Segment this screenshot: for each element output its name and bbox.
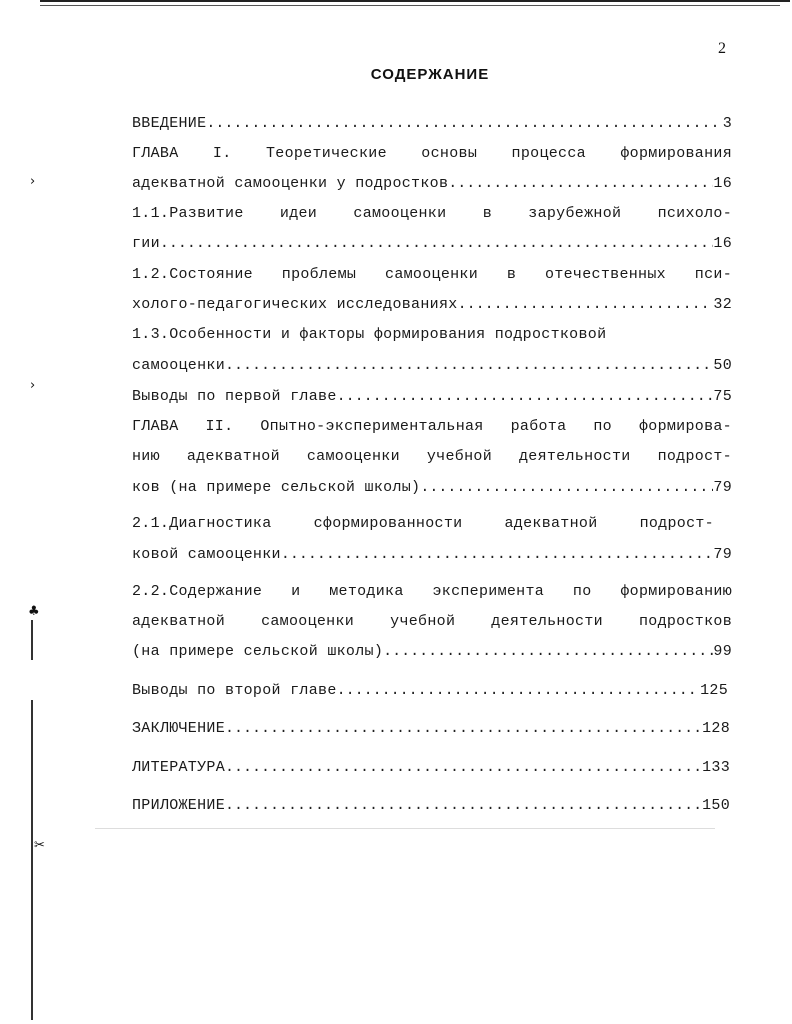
toc-entry-page: 79 xyxy=(713,546,732,563)
toc-entry-page: 16 xyxy=(713,235,732,252)
toc-leader-dots xyxy=(337,387,714,407)
top-border-line xyxy=(40,0,790,2)
toc-chapter1-line2 xyxy=(132,174,732,194)
toc-leader-dots xyxy=(448,174,713,194)
toc-leader-dots xyxy=(225,796,702,816)
toc-entry-label: самооценки xyxy=(132,357,226,374)
toc-chapter1-line1: ГЛАВА I. Теоретические основы процесса формирования xyxy=(132,145,732,162)
toc-leader-dots xyxy=(420,478,713,498)
toc-entry-page: 99 xyxy=(713,643,732,660)
toc-entry-label: ковой самооценки xyxy=(132,546,281,563)
toc-entry-page: 128 xyxy=(702,720,730,737)
toc-leader-dots xyxy=(225,356,713,376)
toc-leader-dots xyxy=(383,642,713,662)
page-number: 2 xyxy=(718,40,726,57)
binding-hole-mark: › xyxy=(30,378,36,393)
toc-entry-page: 79 xyxy=(713,479,732,496)
toc-entry-label: адекватной самооценки у подростков xyxy=(132,175,449,192)
toc-entry-page: 16 xyxy=(713,175,732,192)
binding-clip-mark: ✂ xyxy=(34,838,45,853)
toc-section-1-2-line1: 1.2.Состояние проблемы самооценки в отечественных пси- xyxy=(132,266,732,283)
toc-entry-label: гии xyxy=(132,235,160,252)
top-border-line-secondary xyxy=(40,5,780,6)
toc-section-2-2-line2: адекватной самооценки учебной деятельности подростков xyxy=(132,613,732,630)
toc-entry-page: 133 xyxy=(702,759,730,776)
toc-section-2-1-line1: 2.1.Диагностика сформированности адекватной подрост- xyxy=(132,515,714,532)
toc-leader-dots xyxy=(458,295,714,315)
toc-leader-dots xyxy=(337,681,700,701)
binding-hole-mark: › xyxy=(30,174,36,189)
binding-clip-mark: ♣ xyxy=(28,604,40,619)
toc-entry-page: 150 xyxy=(702,797,730,814)
page-title: СОДЕРЖАНИЕ xyxy=(370,66,490,83)
toc-section-1-3-line1: 1.3.Особенности и факторы формирования подростковой xyxy=(132,326,607,343)
toc-entry-page: 32 xyxy=(713,296,732,313)
toc-entry-label: ВВЕДЕНИЕ xyxy=(132,115,207,132)
toc-section-1-1-line2 xyxy=(132,234,732,254)
toc-leader-dots xyxy=(281,545,714,565)
toc-section-2-2-line3 xyxy=(132,642,732,662)
toc-entry-label: (на примере сельской школы) xyxy=(132,643,384,660)
toc-entry-page: 75 xyxy=(713,388,732,405)
toc-entry-page: 3 xyxy=(722,115,732,132)
toc-leader-dots xyxy=(206,114,722,134)
margin-scan-line xyxy=(31,620,33,660)
toc-entry-label: ПРИЛОЖЕНИЕ xyxy=(132,797,226,814)
toc-chapter2-line2: нию адекватной самооценки учебной деятельности подрост- xyxy=(132,448,732,465)
toc-entry-label: Выводы по первой главе xyxy=(132,388,337,405)
toc-entry-conclusions-ch1 xyxy=(132,387,732,407)
toc-chapter2-line1: ГЛАВА II. Опытно-экспериментальная работа по формирова- xyxy=(132,418,732,435)
toc-entry-label: ЗАКЛЮЧЕНИЕ xyxy=(132,720,226,737)
toc-entry-label: холого-педагогических исследованиях xyxy=(132,296,458,313)
toc-entry-intro xyxy=(132,114,732,134)
toc-entry-appendix xyxy=(132,796,730,816)
toc-entry-label: ков (на примере сельской школы) xyxy=(132,479,421,496)
toc-chapter2-line3 xyxy=(132,478,732,498)
toc-entry-conclusion xyxy=(132,719,730,739)
toc-entry-page: 50 xyxy=(713,357,732,374)
toc-leader-dots xyxy=(225,719,702,739)
toc-entry-literature xyxy=(132,758,730,778)
toc-section-1-1-line1: 1.1.Развитие идеи самооценки в зарубежной психоло- xyxy=(132,205,732,222)
toc-entry-label: Выводы по второй главе xyxy=(132,682,337,699)
toc-leader-dots xyxy=(225,758,702,778)
faint-scan-line xyxy=(95,828,715,829)
toc-section-1-2-line2 xyxy=(132,295,732,315)
toc-entry-page: 125 xyxy=(700,682,728,699)
margin-scan-line xyxy=(31,700,33,1020)
toc-entry-label: ЛИТЕРАТУРА xyxy=(132,759,226,776)
toc-entry-conclusions-ch2 xyxy=(132,681,728,701)
toc-section-2-2-line1: 2.2.Содержание и методика эксперимента по формированию xyxy=(132,583,732,600)
toc-section-2-1-line2 xyxy=(132,545,732,565)
toc-leader-dots xyxy=(160,234,713,254)
toc-section-1-3-line2 xyxy=(132,356,732,376)
